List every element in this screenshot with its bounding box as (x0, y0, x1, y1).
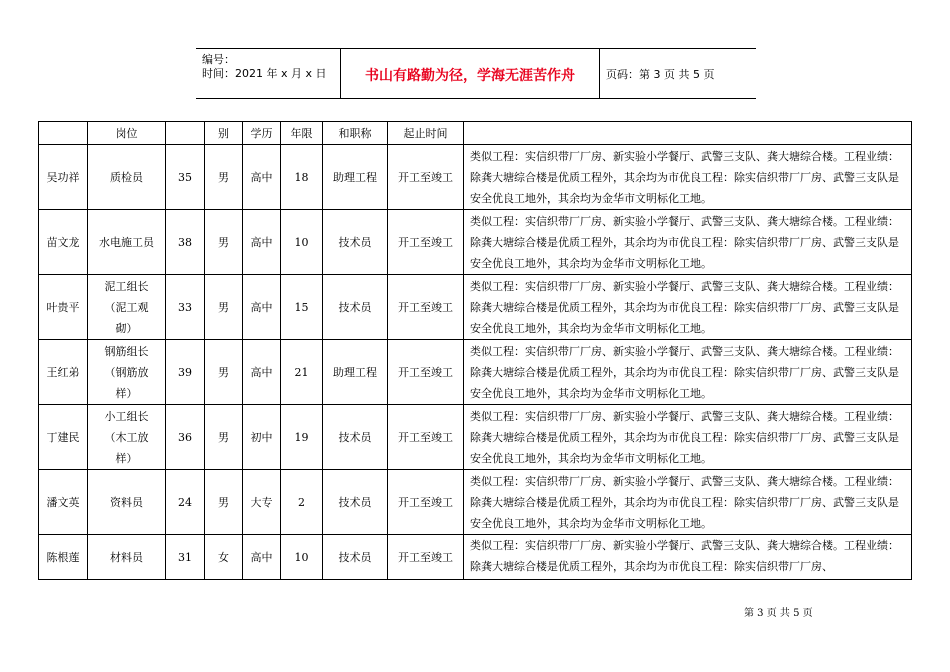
title-cell: 技术员 (323, 535, 388, 580)
period-cell: 开工至竣工 (388, 275, 464, 340)
table-row (39, 275, 912, 340)
table-row (39, 535, 912, 580)
gender-cell: 女 (205, 535, 243, 580)
time-label: 时间：2021 年 x 月 x 日 (202, 67, 327, 80)
position-cell (88, 340, 166, 405)
age-cell: 36 (166, 405, 205, 470)
title-cell: 技术员 (323, 470, 388, 535)
performance-cell: 类似工程：实信织带厂厂房、新实验小学餐厅、武警三支队、龚大塘综合楼。工程业绩：除龚大塘综合楼是优质工程外，其余均为市优良工程：除实信织带厂厂房、武警三支队是安全优良工地外，其余均为金华市文明标化工地。 (464, 470, 912, 535)
education-cell: 高中 (243, 145, 281, 210)
table-row (39, 405, 912, 470)
years-cell: 15 (281, 275, 323, 340)
period-cell: 开工至竣工 (388, 470, 464, 535)
position-cell (88, 405, 166, 470)
education-cell: 大专 (243, 470, 281, 535)
header-page-cell (600, 49, 756, 98)
age-cell: 38 (166, 210, 205, 275)
years-cell: 10 (281, 210, 323, 275)
staff-table (38, 121, 912, 580)
document-header (196, 48, 756, 99)
position-line: 砌） (115, 321, 138, 335)
period-cell: 开工至竣工 (388, 535, 464, 580)
column-header: 年限 (281, 122, 323, 145)
performance-text: 类似工程：实信织带厂厂房、新实验小学餐厅、武警三支队、龚大塘综合楼。工程业绩：除龚大塘综合楼是优质工程外，其余均为市优良工程：除实信织带厂厂房、 (470, 539, 899, 573)
table-header-row (39, 122, 912, 145)
column-header: 和职称 (323, 122, 388, 145)
header-meta-cell (196, 49, 340, 98)
position-line: 小工组长 (104, 409, 149, 423)
period-cell: 开工至竣工 (388, 405, 464, 470)
title-cell: 技术员 (323, 405, 388, 470)
column-header: 岗位 (88, 122, 166, 145)
years-cell: 19 (281, 405, 323, 470)
gender-cell: 男 (205, 210, 243, 275)
position-cell: 质检员 (88, 145, 166, 210)
name-cell: 王红弟 (39, 340, 88, 405)
title-cell: 助理工程 (323, 340, 388, 405)
position-line: （钢筋放 (104, 365, 149, 379)
position-cell: 材料员 (88, 535, 166, 580)
education-cell: 高中 (243, 535, 281, 580)
education-cell: 高中 (243, 275, 281, 340)
years-cell: 21 (281, 340, 323, 405)
position-line: 泥工组长 (104, 279, 149, 293)
page-label: 页码：第 3 页 共 5 页 (606, 68, 715, 81)
gender-cell: 男 (205, 145, 243, 210)
education-cell: 高中 (243, 340, 281, 405)
performance-cell: 类似工程：实信织带厂厂房、新实验小学餐厅、武警三支队、龚大塘综合楼。工程业绩：除龚大塘综合楼是优质工程外，其余均为市优良工程：除实信织带厂厂房、武警三支队是安全优良工地外，其余均为金华市文明标化工地。 (464, 405, 912, 470)
header-motto-cell (340, 49, 600, 98)
age-cell: 35 (166, 145, 205, 210)
performance-cell: 类似工程：实信织带厂厂房、新实验小学餐厅、武警三支队、龚大塘综合楼。工程业绩：除龚大塘综合楼是优质工程外，其余均为市优良工程：除实信织带厂厂房、武警三支队是安全优良工地外，其余均为金华市文明标化工地。 (464, 340, 912, 405)
position-cell (88, 275, 166, 340)
position-line: 样） (115, 451, 138, 465)
column-header: 学历 (243, 122, 281, 145)
gender-cell: 男 (205, 470, 243, 535)
position-line: （泥工观 (104, 300, 149, 314)
education-cell: 高中 (243, 210, 281, 275)
table-row (39, 145, 912, 210)
years-cell: 10 (281, 535, 323, 580)
column-header: 别 (205, 122, 243, 145)
position-line: 钢筋组长 (104, 344, 149, 358)
motto-text: 书山有路勤为径，学海无涯苦作舟 (365, 68, 575, 84)
title-cell: 助理工程 (323, 145, 388, 210)
column-header (39, 122, 88, 145)
name-cell: 潘文英 (39, 470, 88, 535)
age-cell: 24 (166, 470, 205, 535)
position-line: 样） (115, 386, 138, 400)
position-line: （木工放 (104, 430, 149, 444)
period-cell: 开工至竣工 (388, 210, 464, 275)
performance-cell: 类似工程：实信织带厂厂房、新实验小学餐厅、武警三支队、龚大塘综合楼。工程业绩：除龚大塘综合楼是优质工程外，其余均为市优良工程：除实信织带厂厂房、武警三支队是安全优良工地外，其余均为金华市文明标化工地。 (464, 210, 912, 275)
age-cell: 33 (166, 275, 205, 340)
table-row (39, 210, 912, 275)
column-header (464, 122, 912, 145)
education-cell: 初中 (243, 405, 281, 470)
name-cell: 叶贵平 (39, 275, 88, 340)
age-cell: 39 (166, 340, 205, 405)
years-cell: 2 (281, 470, 323, 535)
name-cell: 苗文龙 (39, 210, 88, 275)
gender-cell: 男 (205, 275, 243, 340)
performance-cell: 类似工程：实信织带厂厂房、新实验小学餐厅、武警三支队、龚大塘综合楼。工程业绩：除龚大塘综合楼是优质工程外，其余均为市优良工程：除实信织带厂厂房、武警三支队是安全优良工地外，其余均为金华市文明标化工地。 (464, 275, 912, 340)
page-footer: 第 3 页 共 5 页 (744, 608, 813, 619)
period-cell: 开工至竣工 (388, 145, 464, 210)
title-cell: 技术员 (323, 210, 388, 275)
years-cell: 18 (281, 145, 323, 210)
table-row (39, 340, 912, 405)
title-cell: 技术员 (323, 275, 388, 340)
age-cell: 31 (166, 535, 205, 580)
column-header: 起止时间 (388, 122, 464, 145)
column-header (166, 122, 205, 145)
position-cell: 水电施工员 (88, 210, 166, 275)
performance-cell: 类似工程：实信织带厂厂房、新实验小学餐厅、武警三支队、龚大塘综合楼。工程业绩：除龚大塘综合楼是优质工程外，其余均为市优良工程：除实信织带厂厂房、武警三支队是安全优良工地外，其余均为金华市文明标化工地。 (464, 145, 912, 210)
name-cell: 吴功祥 (39, 145, 88, 210)
position-cell: 资料员 (88, 470, 166, 535)
table-row (39, 470, 912, 535)
period-cell: 开工至竣工 (388, 340, 464, 405)
performance-cell (464, 535, 912, 580)
name-cell: 陈根莲 (39, 535, 88, 580)
name-cell: 丁建民 (39, 405, 88, 470)
gender-cell: 男 (205, 340, 243, 405)
gender-cell: 男 (205, 405, 243, 470)
serial-label: 编号： (202, 53, 235, 66)
